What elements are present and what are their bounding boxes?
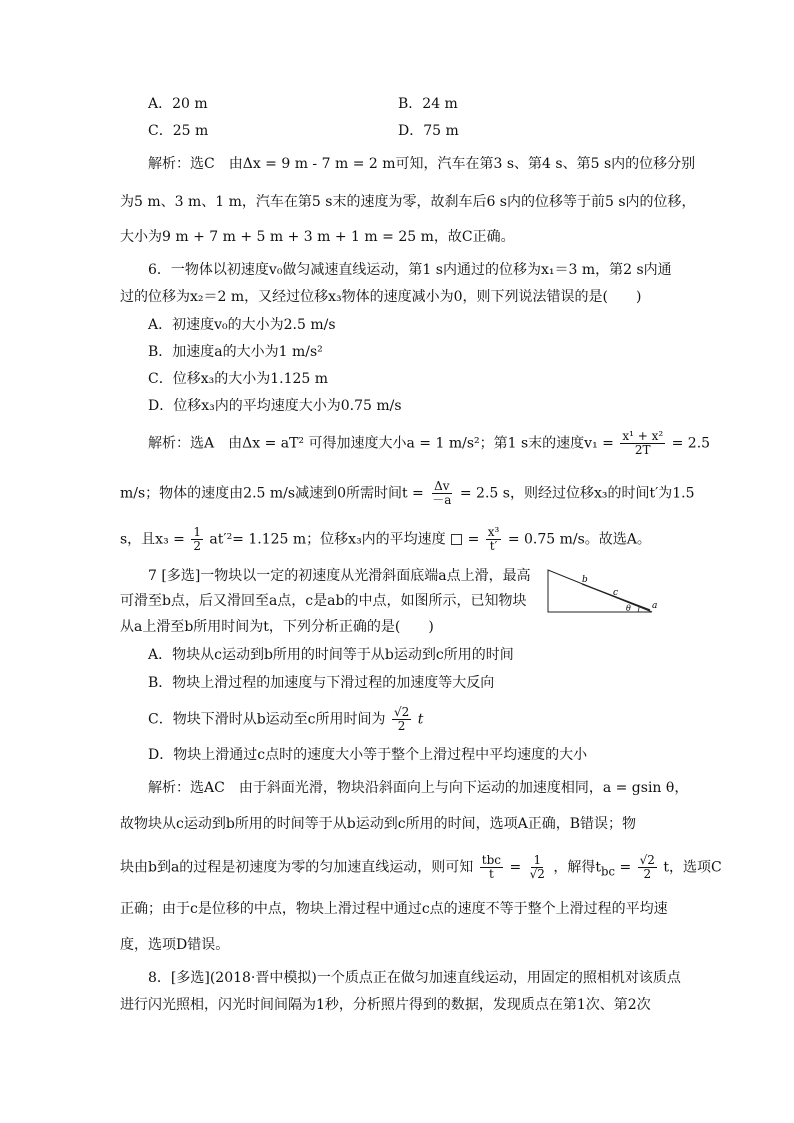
q6-time-numerator: Δv: [434, 479, 450, 493]
q6-time-denominator: －a: [432, 493, 452, 507]
q7-solution-line-3: [120, 854, 722, 881]
q7-opt-c-numerator: √2: [393, 705, 410, 719]
q6-stem-line-1: 6．一物体以初速度v₀做匀减速直线运动，第1 s内通过的位移为x₁＝3 m，第2 s内通: [148, 262, 672, 278]
q6-sol2-text-b: = 2.5 s，则经过位移x₃的时间t′为1.5: [459, 485, 695, 502]
q6-solution-line-3: [120, 526, 651, 553]
q7-opt-c-denominator: 2: [397, 719, 406, 733]
angle-arc: [638, 607, 639, 612]
q7-stem-line-3: 从a上滑至b所用时间为t，下列分析正确的是( ): [120, 619, 434, 635]
incline-diagram: [546, 566, 672, 616]
q7-sol3-text-b: =: [509, 859, 522, 876]
q6-sol1-text-a: 解析：选A 由Δx = aT² 可得加速度大小a = 1 m/s²；第1 s末的速度v₁ =: [148, 435, 614, 452]
q5-option-c: C．25 m: [148, 123, 209, 139]
q5-option-b: B．24 m: [398, 96, 458, 112]
q6-avg-numerator: x³: [487, 525, 500, 539]
q7-root-denominator: √2: [529, 867, 545, 881]
q6-stem-line-2: 过的位移为x₂＝2 m，又经过位移x₃物体的速度减小为0，则下列说法错误的是( ): [120, 289, 642, 305]
q7-option-c: [148, 706, 423, 733]
diagram-label-b: b: [582, 575, 588, 585]
q7-ratio-numerator: tbc: [481, 853, 501, 867]
q7-sol3-text-d: =: [619, 859, 632, 876]
q7-root-fraction: [528, 854, 547, 881]
q6-half-denominator: 2: [193, 539, 201, 553]
q5-solution-line-1: 解析：选C 由Δx = 9 m - 7 m = 2 m可知，汽车在第3 s、第4 s、第5 s内的位移分别: [148, 156, 696, 172]
q7-result-numerator: √2: [639, 853, 655, 867]
q7-sol3-text-a: 块由b到a的过程是初速度为零的匀加速直线运动，则可知: [120, 859, 474, 876]
q6-sol2-text-a: m/s；物体的速度由2.5 m/s减速到0所需时间t =: [120, 485, 424, 502]
q6-option-b: B．加速度a的大小为1 m/s²: [148, 344, 323, 360]
q7-solution-line-4: 正确；由于c是位移的中点，物块上滑过程中通过c点的速度不等于整个上滑过程的平均速: [120, 901, 668, 917]
q7-option-b: B．物块上滑过程的加速度与下滑过程的加速度等大反向: [148, 675, 495, 691]
q6-option-d: D．位移x₃内的平均速度大小为0.75 m/s: [148, 398, 402, 414]
q7-stem-line-2: 可滑至b点，后又滑回至a点，c是ab的中点，如图所示，已知物块: [120, 593, 527, 609]
q7-option-a: A．物块从c运动到b所用的时间等于从b运动到c所用的时间: [148, 647, 514, 663]
diagram-label-theta: θ: [626, 604, 631, 613]
q5-solution-line-2: 为5 m、3 m、1 m，汽车在第5 s末的速度为零，故刹车后6 s内的位移等于前5 s内的位移，: [120, 194, 696, 210]
q7-result-denominator: 2: [643, 867, 652, 881]
q6-half-fraction: [191, 526, 203, 553]
q6-solution-line-1: [148, 430, 710, 457]
q6-option-c: C．位移x₃的大小为1.125 m: [148, 371, 329, 387]
q6-v1-numerator: x¹ + x²: [622, 429, 664, 443]
average-velocity-symbol-icon: [451, 534, 462, 545]
q8-stem-line-2: 进行闪光照相，闪光时间间隔为1秒，分析照片得到的数据，发现质点在第1次、第2次: [120, 997, 651, 1013]
q5-solution-line-3: 大小为9 m + 7 m + 5 m + 3 m + 1 m = 25 m，故C正确。: [120, 229, 515, 245]
q6-avg-denominator: t′: [489, 539, 498, 553]
q7-sol3-subscript: bc: [601, 864, 616, 879]
q7-solution-line-5: 度，选项D错误。: [120, 937, 230, 953]
q6-solution-line-2: [120, 480, 695, 507]
q7-opt-c-fraction: [392, 706, 411, 733]
q7-solution-line-2: 故物块从c运动到b所用的时间等于从b运动到c所用的时间，选项A正确，B错误；物: [120, 816, 637, 832]
q6-avg-fraction: [486, 526, 502, 553]
q6-time-fraction: [430, 480, 453, 507]
q7-option-d: D．物块上滑通过c点时的速度大小等于整个上滑过程中平均速度的大小: [148, 747, 588, 763]
q7-opt-c-text-b: t: [417, 711, 424, 728]
q6-option-a: A．初速度v₀的大小为2.5 m/s: [148, 317, 336, 333]
q7-stem-line-1: 7 [多选]一物块以一定的初速度从光滑斜面底端a点上滑，最高: [148, 568, 531, 584]
q6-sol3-text-a: s，且x₃ =: [120, 531, 185, 548]
diagram-label-c: c: [613, 588, 619, 598]
q6-half-numerator: 1: [193, 525, 201, 539]
q7-opt-c-text-a: C．物块下滑时从b运动至c所用时间为: [148, 711, 386, 728]
diagram-label-a: a: [652, 601, 658, 611]
q6-sol1-text-b: = 2.5: [671, 435, 711, 452]
q6-sol3-text-c: =: [467, 531, 480, 548]
q6-sol3-text-b: at′²= 1.125 m；位移x₃内的平均速度: [209, 531, 446, 548]
q6-v1-denominator: 2T: [634, 443, 651, 457]
q7-sol3-text-e: t，选项C: [663, 859, 722, 876]
q7-ratio-denominator: t: [488, 867, 494, 881]
q5-option-a: A．20 m: [148, 96, 208, 112]
q8-stem-line-1: 8．[多选](2018·晋中模拟)一个质点正在做匀加速直线运动，用固定的照相机对该质点: [148, 970, 681, 986]
q7-result-fraction: [638, 854, 657, 881]
q7-solution-line-1: 解析：选AC 由于斜面光滑，物块沿斜面向上与向下运动的加速度相同，a = gsin θ，: [148, 780, 689, 796]
q7-ratio-fraction: [480, 854, 503, 881]
q7-root-numerator: 1: [533, 853, 542, 867]
q7-sol3-text-c: ，解得t: [553, 859, 602, 876]
q5-option-d: D．75 m: [398, 123, 459, 139]
q6-v1-fraction: [620, 430, 665, 457]
q6-sol3-text-d: = 0.75 m/s。故选A。: [507, 531, 651, 548]
